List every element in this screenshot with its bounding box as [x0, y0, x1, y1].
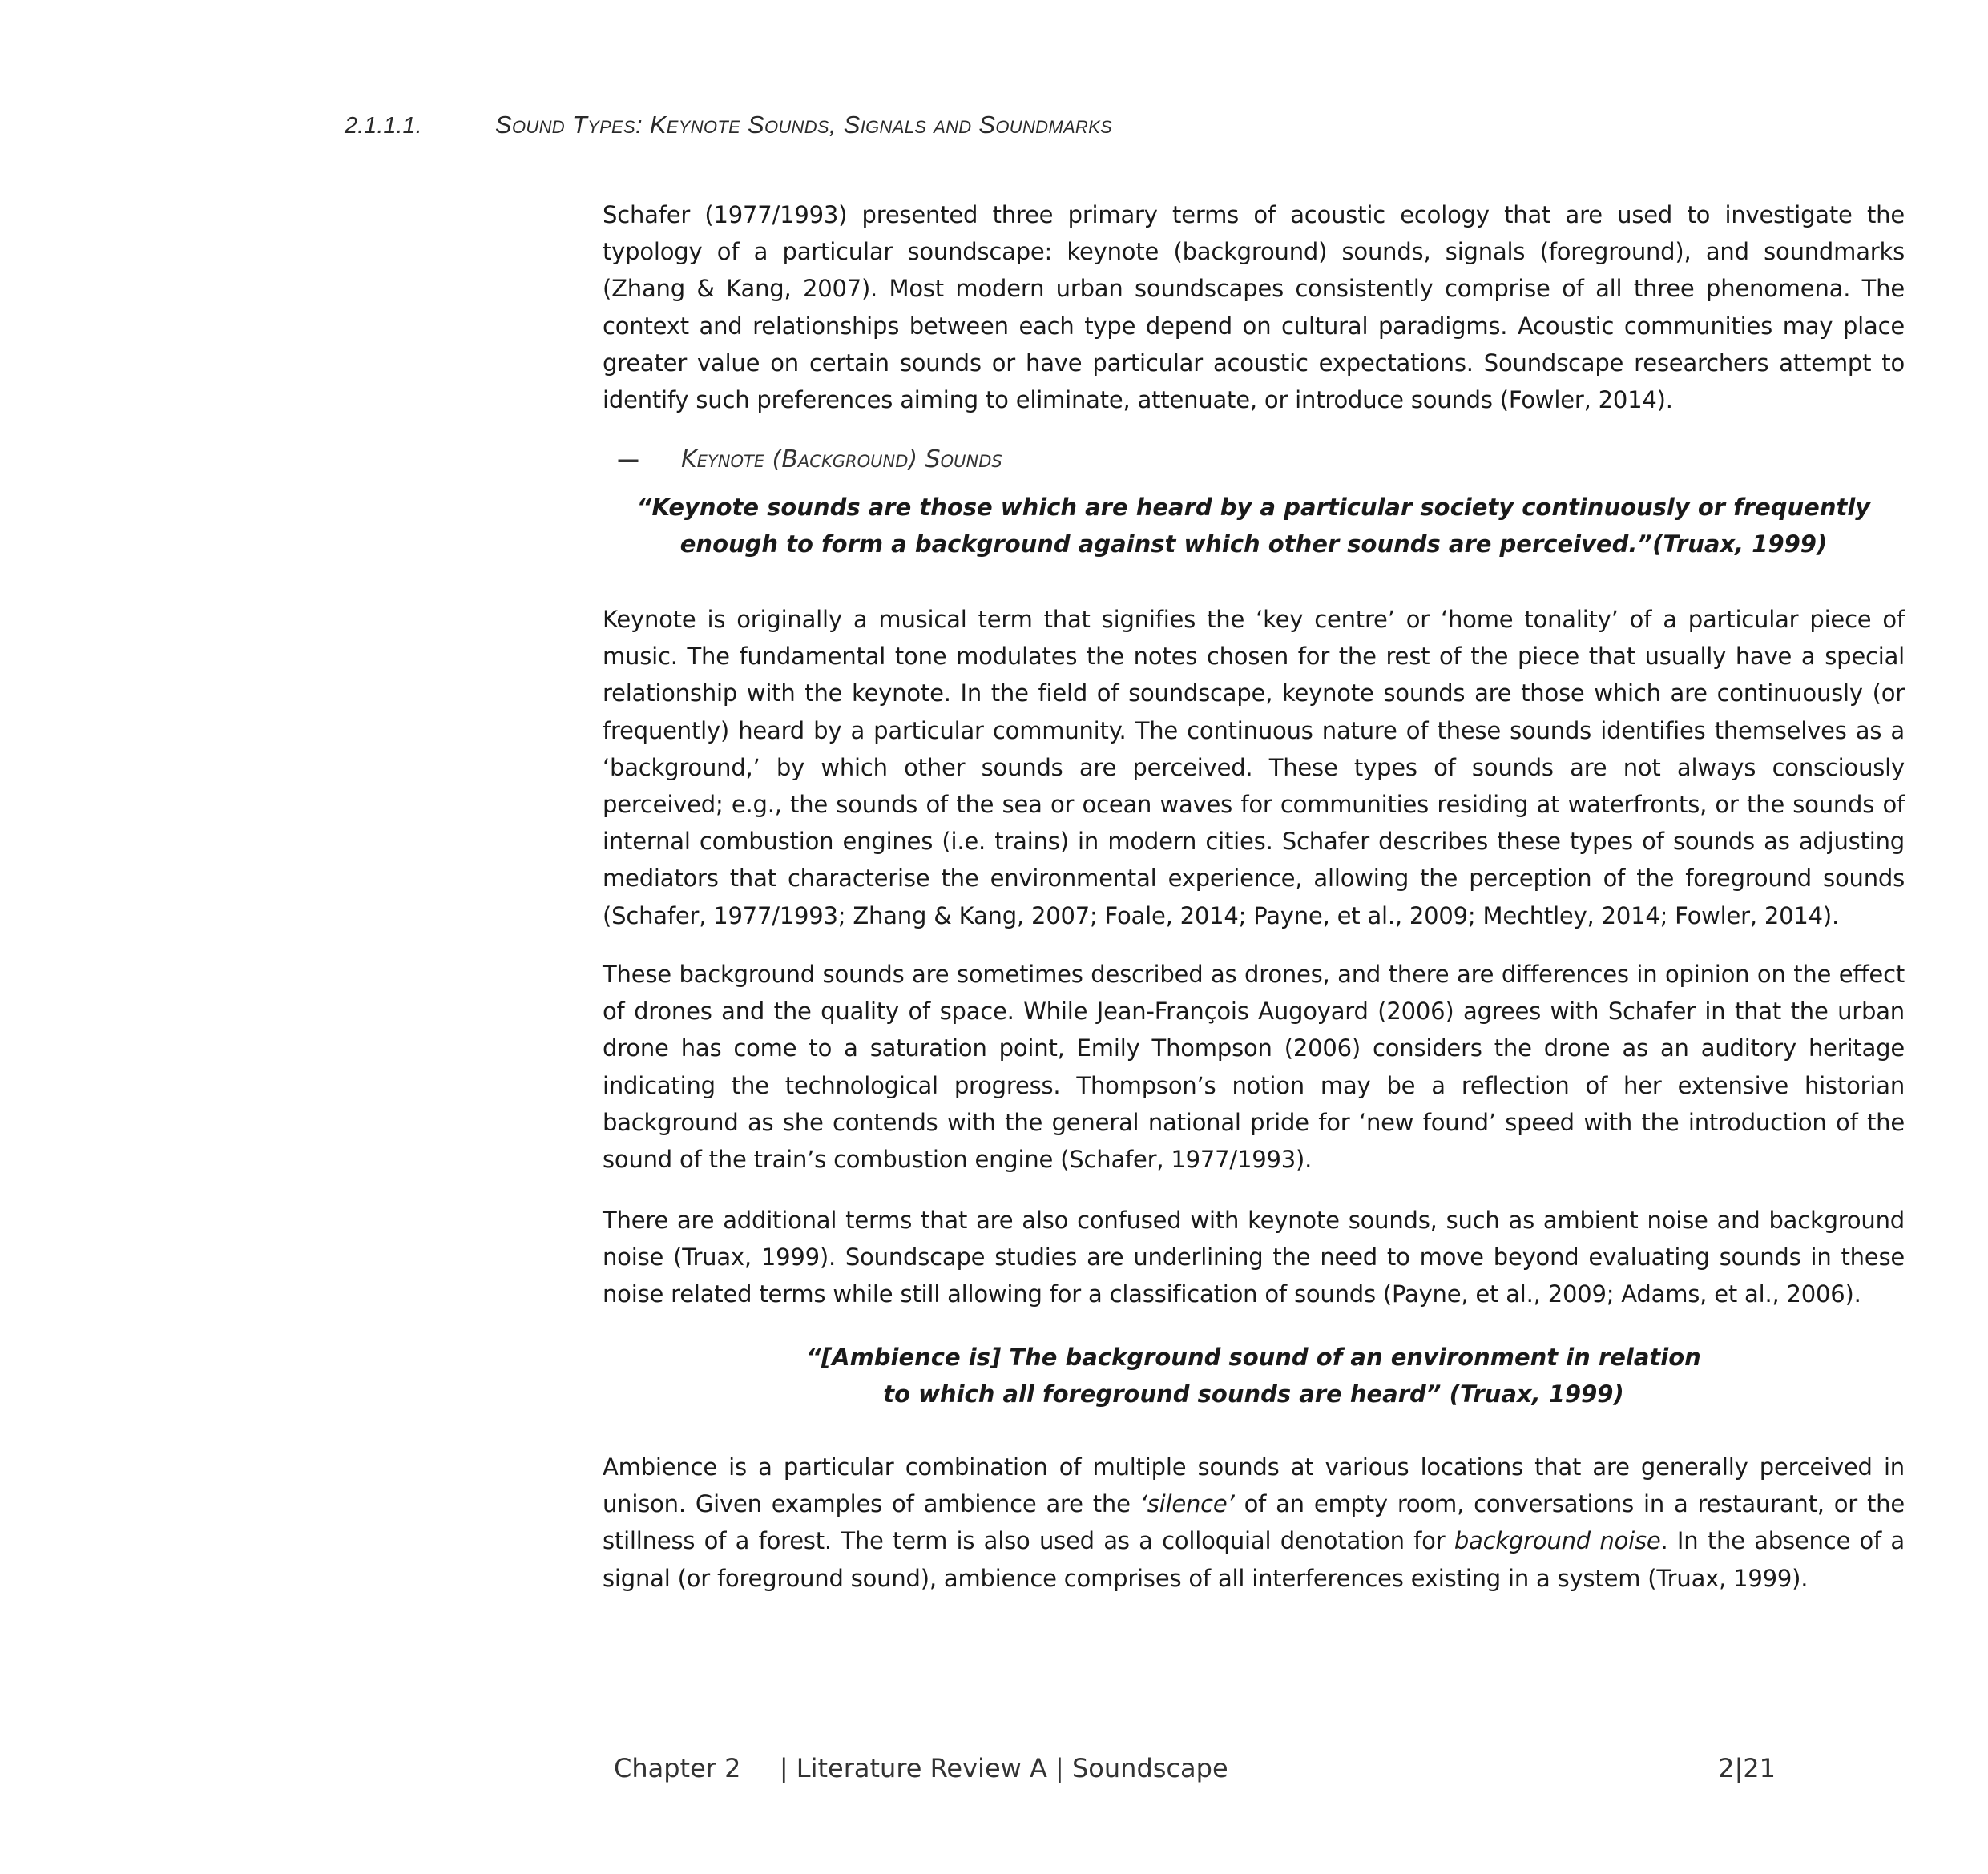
page-footer — [614, 1753, 1776, 1783]
footer-chapter: Chapter 2 — [614, 1753, 741, 1783]
quote-line: to which all foreground sounds are heard” (Truax, 1999) — [883, 1380, 1624, 1408]
quote-line: enough to form a background against which other sounds are perceived.”(Truax, 1999) — [679, 530, 1828, 558]
text-run-italic: ‘silence’ — [1139, 1490, 1235, 1518]
page-number: 2|21 — [1718, 1753, 1776, 1783]
footer-separator: | — [1055, 1753, 1064, 1783]
quote-line: “[Ambience is] The background sound of an environment in relation — [806, 1344, 1701, 1371]
dash-icon: — — [617, 446, 639, 473]
paragraph-intro — [603, 196, 1905, 418]
footer-topic: Soundscape — [1071, 1753, 1228, 1783]
paragraph-text: There are additional terms that are also confused with keynote sounds, such as ambient noise and background noise (Truax, 1999). Soundscape studies are underlining the need to move beyond evaluating sounds in these noise related terms while still allowing for a classification of sounds (Payne, et al., 2009; Adams, et al., 2006). — [603, 1207, 1905, 1308]
quote-keynote — [603, 489, 1905, 562]
bullet-keynote-sounds — [617, 445, 1899, 474]
paragraph-ambience — [603, 1449, 1905, 1597]
quote-line: “Keynote sounds are those which are heard by a particular society continuously or frequently — [636, 494, 1871, 521]
footer-separator: | — [779, 1753, 788, 1783]
paragraph-keynote — [603, 601, 1905, 934]
paragraph-drones — [603, 956, 1905, 1178]
section-heading — [345, 111, 1787, 139]
paragraph-text: These background sounds are sometimes described as drones, and there are differences in opinion on the effect of drones and the quality of space. While Jean-François Augoyard (2006) agrees with Schafer in that the urban drone has come to a saturation point, Emily Thompson (2006) considers the drone as an auditory heritage indicating the technological progress. Thompson’s notion may be a reflection of her extensive historian background as she contends with the general national pride for ‘new found’ speed with the introduction of the sound of the train’s combustion engine (Schafer, 1977/1993). — [603, 961, 1905, 1174]
paragraph-terms — [603, 1202, 1905, 1313]
footer-section: Literature Review A — [796, 1753, 1047, 1783]
paragraph-text: Schafer (1977/1993) presented three primary terms of acoustic ecology that are used to investigate the typology of a particular soundscape: keynote (background) sounds, signals (foreground), and soundmarks (Zhang & Kang, 2007). Most modern urban soundscapes consistently comprise of all three phenomena. The context and relationships between each type depend on cultural paradigms. Acoustic communities may place greater value on certain sounds or have particular acoustic expectations. Soundscape researchers attempt to identify such preferences aiming to eliminate, attenuate, or introduce sounds (Fowler, 2014). — [603, 201, 1905, 414]
section-number: 2.1.1.1. — [345, 113, 422, 139]
section-title: Sound Types: Keynote Sounds, Signals and Soundmarks — [495, 111, 1113, 139]
text-run-italic: background noise — [1454, 1527, 1661, 1555]
text-run: Ambience is a particular combination of multiple sounds at various locations that are generally perceived in unison. Given examples of ambience are the — [603, 1453, 1905, 1518]
bullet-label: Keynote (Background) Sounds — [681, 445, 1002, 474]
paragraph-text: Keynote is originally a musical term that signifies the ‘key centre’ or ‘home tonality’ of a particular piece of music. The fundamental tone modulates the notes chosen for the rest of the piece that usually have a special relationship with the keynote. In the field of soundscape, keynote sounds are those which are continuously (or frequently) heard by a particular community. The continuous nature of these sounds identifies themselves as a ‘background,’ by which other sounds are perceived. These types of sounds are not always consciously perceived; e.g., the sounds of the sea or ocean waves for communities residing at waterfronts, or the sounds of internal combustion engines (i.e. trains) in modern cities. Schafer describes these types of sounds as adjusting mediators that characterise the environmental experience, allowing the perception of the foreground sounds (Schafer, 1977/1993; Zhang & Kang, 2007; Foale, 2014; Payne, et al., 2009; Mechtley, 2014; Fowler, 2014). — [603, 606, 1905, 929]
paragraph-text — [603, 1449, 1905, 1597]
quote-ambience — [603, 1339, 1905, 1413]
text-run: . In the absence of a signal (or foreground sound), ambience comprises of all interferences existing in a system (Truax, 1999). — [603, 1527, 1905, 1592]
text-run: of an empty room, conversations in a restaurant, or the stillness of a forest. The term is also used as a colloquial denotation for — [603, 1490, 1905, 1555]
